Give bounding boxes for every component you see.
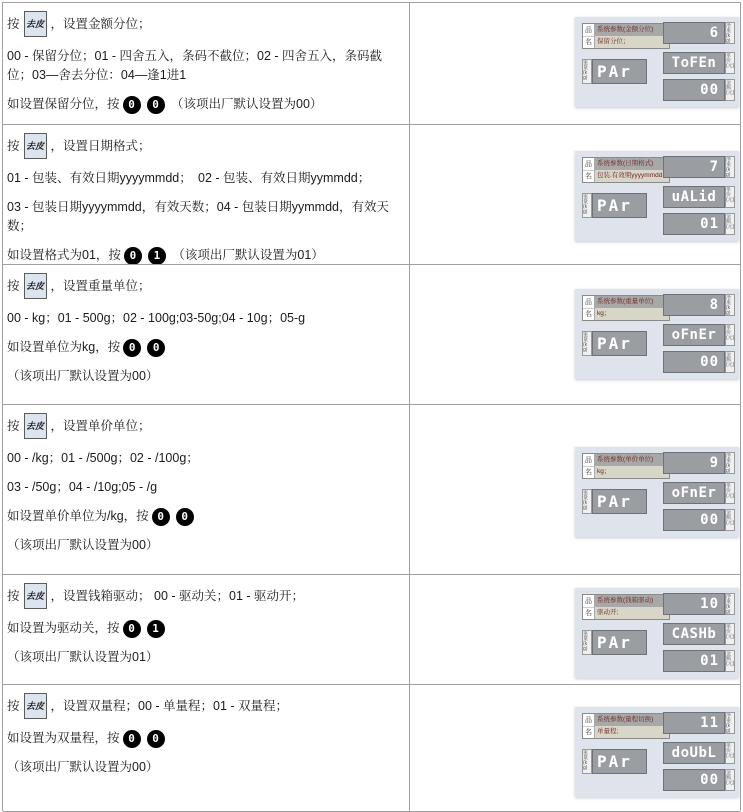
instruction-line bbox=[7, 246, 406, 264]
table-row bbox=[3, 685, 740, 812]
instruction-line bbox=[7, 583, 406, 609]
param-value-lcd-row bbox=[663, 351, 735, 373]
instruction-text: ，设置单价单位； bbox=[50, 418, 151, 433]
unit-price-side-label: 单价(元) bbox=[725, 482, 735, 504]
instruction-line bbox=[7, 47, 406, 85]
product-name-display bbox=[582, 594, 670, 620]
panel-param-title: 系统参数(钱箱驱动) bbox=[595, 595, 669, 607]
instruction-line bbox=[7, 648, 406, 667]
table-row bbox=[3, 405, 740, 575]
value-display-stack bbox=[663, 156, 735, 235]
value-display-stack bbox=[663, 452, 735, 531]
param-number-lcd-row bbox=[663, 294, 735, 316]
param-number-lcd-row bbox=[663, 452, 735, 474]
instruction-text: ，设置重量单位； bbox=[50, 278, 151, 293]
panel-param-title: 系统参数(单价单位) bbox=[595, 454, 669, 466]
total-price-side-label: 金额(元) bbox=[725, 509, 735, 531]
param-description bbox=[595, 595, 669, 619]
instruction-cell bbox=[3, 265, 410, 404]
name-column-label bbox=[583, 158, 595, 182]
param-value-lcd: 00 bbox=[663, 769, 725, 791]
param-number-lcd-row bbox=[663, 156, 735, 178]
total-price-side-label: 金额(元) bbox=[725, 213, 735, 235]
tare-side-label: 净重(kg) bbox=[725, 294, 735, 316]
product-name-display bbox=[582, 453, 670, 479]
param-value-lcd: 00 bbox=[663, 79, 725, 101]
param-number-lcd: 11 bbox=[663, 712, 725, 734]
param-value-lcd-row bbox=[663, 79, 735, 101]
scale-display-panel bbox=[575, 289, 739, 379]
digit-key-0: 0 bbox=[147, 96, 165, 114]
table-row bbox=[3, 3, 740, 125]
instruction-cell bbox=[3, 125, 410, 264]
unit-price-side-label: 单价(元) bbox=[725, 623, 735, 645]
instruction-text: 如设置单位为kg，按 bbox=[7, 340, 121, 354]
weight-display-group bbox=[582, 331, 647, 356]
param-value-lcd-row bbox=[663, 213, 735, 235]
unit-price-side-label: 单价(元) bbox=[725, 324, 735, 346]
instruction-text: 按 bbox=[7, 418, 20, 433]
digit-key-1: 1 bbox=[148, 247, 166, 265]
weight-side-label: 重量(kg) bbox=[582, 59, 592, 84]
panel-param-title: 系统参数(量程切换) bbox=[595, 714, 669, 726]
unit-price-side-label: 单价(元) bbox=[725, 742, 735, 764]
instruction-cell bbox=[3, 405, 410, 574]
param-number-lcd-row bbox=[663, 593, 735, 615]
instruction-line bbox=[7, 338, 406, 357]
instruction-text: （该项出厂默认设置为00） bbox=[7, 369, 159, 383]
instruction-line bbox=[7, 536, 406, 555]
param-name-lcd: oFnEr bbox=[663, 482, 725, 504]
weight-display-group bbox=[582, 59, 647, 84]
instruction-text: 01 - 包装、有效日期yyyymmdd； 02 - 包装、有效日期yymmdd； bbox=[7, 171, 371, 185]
instruction-line bbox=[7, 95, 406, 114]
instruction-line bbox=[7, 449, 406, 468]
instruction-text: 如设置保留分位，按 bbox=[7, 97, 120, 111]
instruction-text: 00 - 保留分位；01 - 四舍五入，条码不截位；02 - 四舍五入，条码截位；03—舍去分位：04—逢1进1 bbox=[7, 49, 383, 82]
digit-key-0: 0 bbox=[147, 730, 165, 748]
param-number-lcd-row bbox=[663, 712, 735, 734]
scale-display-panel bbox=[575, 447, 739, 537]
total-price-side-label: 金额(元) bbox=[725, 79, 735, 101]
instruction-line bbox=[7, 133, 406, 159]
instruction-line bbox=[7, 413, 406, 439]
display-cell bbox=[410, 405, 740, 574]
instruction-cell bbox=[3, 3, 410, 124]
instruction-cell bbox=[3, 575, 410, 684]
weight-display-lcd: PAr bbox=[592, 331, 647, 356]
total-price-side-label: 金额(元) bbox=[725, 769, 735, 791]
instruction-line bbox=[7, 478, 406, 497]
panel-param-subtitle: kg； bbox=[595, 466, 669, 478]
name-col-char-top: 品 bbox=[583, 296, 594, 309]
param-name-lcd-row bbox=[663, 186, 735, 208]
param-description bbox=[595, 24, 669, 48]
table-row bbox=[3, 265, 740, 405]
digit-key-0: 0 bbox=[124, 247, 142, 265]
panel-param-subtitle: 驱动开; bbox=[595, 607, 669, 619]
unit-price-side-label: 单价(元) bbox=[725, 52, 735, 74]
weight-display-lcd: PAr bbox=[592, 59, 647, 84]
instruction-line bbox=[7, 198, 406, 236]
tare-side-label: 净重(kg) bbox=[725, 593, 735, 615]
panel-param-subtitle: kg； bbox=[595, 308, 669, 320]
product-name-display bbox=[582, 713, 670, 739]
param-value-lcd-row bbox=[663, 509, 735, 531]
instruction-text: 按 bbox=[7, 16, 20, 31]
param-value-lcd: 01 bbox=[663, 650, 725, 672]
weight-display-group bbox=[582, 749, 647, 774]
digit-key-0: 0 bbox=[123, 339, 141, 357]
name-col-char-bottom: 名 bbox=[585, 469, 592, 477]
param-value-lcd-row bbox=[663, 650, 735, 672]
param-name-lcd: oFnEr bbox=[663, 324, 725, 346]
instruction-line bbox=[7, 507, 406, 526]
weight-display-lcd: PAr bbox=[592, 489, 647, 514]
instruction-text: 00 - /kg；01 - /500g；02 - /100g； bbox=[7, 451, 199, 465]
param-number-lcd: 8 bbox=[663, 294, 725, 316]
weight-display-lcd: PAr bbox=[592, 193, 647, 218]
scale-display-panel bbox=[575, 17, 739, 107]
digit-key-0: 0 bbox=[152, 508, 170, 526]
panel-param-title: 系统参数(金额分位) bbox=[595, 24, 669, 36]
tare-key-button: 去皮 bbox=[24, 583, 47, 609]
instruction-text: （该项出厂默认设置为00） bbox=[7, 538, 159, 552]
param-number-lcd: 9 bbox=[663, 452, 725, 474]
scale-display-panel bbox=[575, 151, 739, 241]
tare-key-button: 去皮 bbox=[24, 273, 47, 299]
param-description bbox=[595, 454, 669, 478]
instruction-text: 按 bbox=[7, 588, 20, 603]
instruction-text: 按 bbox=[7, 698, 20, 713]
instruction-text: （该项出厂默认设置为01） bbox=[7, 650, 159, 664]
param-description bbox=[595, 714, 669, 738]
panel-param-title: 系统参数(日期格式) bbox=[595, 158, 669, 170]
param-description bbox=[595, 296, 669, 320]
total-price-side-label: 金额(元) bbox=[725, 650, 735, 672]
panel-param-subtitle: 包装.有效期yyyymmdd bbox=[595, 170, 669, 182]
instruction-text: ，设置钱箱驱动； 00 - 驱动关；01 - 驱动开； bbox=[50, 588, 305, 603]
instruction-line bbox=[7, 729, 406, 748]
weight-display-group bbox=[582, 630, 647, 655]
product-name-display bbox=[582, 295, 670, 321]
name-col-char-top: 品 bbox=[583, 158, 594, 171]
instruction-text: 如设置为双量程，按 bbox=[7, 731, 120, 745]
panel-param-subtitle: 单量程; bbox=[595, 726, 669, 738]
instruction-text: 如设置格式为01，按 bbox=[7, 248, 121, 262]
table-row bbox=[3, 125, 740, 265]
instruction-text: 00 - kg；01 - 500g；02 - 100g;03-50g;04 - 10g；05-g bbox=[7, 311, 306, 325]
instruction-text: ，设置日期格式； bbox=[50, 138, 151, 153]
value-display-stack bbox=[663, 294, 735, 373]
param-name-lcd: uALid bbox=[663, 186, 725, 208]
instruction-line bbox=[7, 619, 406, 638]
name-column-label bbox=[583, 454, 595, 478]
instruction-text: 如设置为驱动关，按 bbox=[7, 621, 120, 635]
instruction-text: （该项出厂默认设置为00） bbox=[7, 760, 159, 774]
param-value-lcd: 00 bbox=[663, 509, 725, 531]
name-col-char-bottom: 名 bbox=[585, 610, 592, 618]
tare-side-label: 净重(kg) bbox=[725, 712, 735, 734]
tare-side-label: 净重(kg) bbox=[725, 156, 735, 178]
name-col-char-top: 品 bbox=[583, 714, 594, 727]
weight-side-label: 重量(kg) bbox=[582, 489, 592, 514]
weight-side-label: 重量(kg) bbox=[582, 749, 592, 774]
value-display-stack bbox=[663, 712, 735, 791]
weight-display-group bbox=[582, 193, 647, 218]
param-name-lcd-row bbox=[663, 482, 735, 504]
instruction-text: （该项出厂默认设置为00） bbox=[167, 97, 323, 111]
instruction-line bbox=[7, 273, 406, 299]
display-cell bbox=[410, 265, 740, 404]
instruction-line bbox=[7, 367, 406, 386]
instruction-line bbox=[7, 169, 406, 188]
name-col-char-bottom: 名 bbox=[585, 173, 592, 181]
tare-key-button: 去皮 bbox=[24, 693, 47, 719]
digit-key-0: 0 bbox=[176, 508, 194, 526]
instruction-text: 按 bbox=[7, 138, 20, 153]
value-display-stack bbox=[663, 593, 735, 672]
weight-side-label: 重量(kg) bbox=[582, 193, 592, 218]
instruction-text: （该项出厂默认设置为01） bbox=[168, 248, 324, 262]
digit-key-0: 0 bbox=[123, 96, 141, 114]
display-cell bbox=[410, 3, 740, 124]
param-value-lcd: 00 bbox=[663, 351, 725, 373]
param-number-lcd-row bbox=[663, 22, 735, 44]
name-col-char-bottom: 名 bbox=[585, 311, 592, 319]
name-column-label bbox=[583, 714, 595, 738]
instruction-text: 03 - /50g；04 - /10g;05 - /g bbox=[7, 480, 158, 494]
param-number-lcd: 6 bbox=[663, 22, 725, 44]
param-name-lcd: ToFEn bbox=[663, 52, 725, 74]
instruction-cell bbox=[3, 685, 410, 811]
param-name-lcd: CASHb bbox=[663, 623, 725, 645]
table-row bbox=[3, 575, 740, 685]
weight-side-label: 重量(kg) bbox=[582, 630, 592, 655]
weight-display-lcd: PAr bbox=[592, 749, 647, 774]
display-cell bbox=[410, 685, 740, 811]
instruction-line bbox=[7, 309, 406, 328]
instruction-line bbox=[7, 693, 406, 719]
instruction-line bbox=[7, 11, 406, 37]
unit-price-side-label: 单价(元) bbox=[725, 186, 735, 208]
weight-side-label: 重量(kg) bbox=[582, 331, 592, 356]
scale-display-panel bbox=[575, 707, 739, 797]
weight-display-lcd: PAr bbox=[592, 630, 647, 655]
instruction-text: 03 - 包装日期yyyymmdd，有效天数；04 - 包装日期yymmdd，有效天数； bbox=[7, 200, 389, 233]
name-column-label bbox=[583, 24, 595, 48]
scale-display-panel bbox=[575, 588, 739, 678]
param-number-lcd: 7 bbox=[663, 156, 725, 178]
tare-side-label: 净重(kg) bbox=[725, 22, 735, 44]
value-display-stack bbox=[663, 22, 735, 101]
instruction-text: ，设置双量程；00 - 单量程；01 - 双量程； bbox=[50, 698, 289, 713]
param-name-lcd-row bbox=[663, 324, 735, 346]
display-cell bbox=[410, 575, 740, 684]
tare-key-button: 去皮 bbox=[24, 11, 47, 37]
tare-key-button: 去皮 bbox=[24, 413, 47, 439]
total-price-side-label: 金额(元) bbox=[725, 351, 735, 373]
instruction-line bbox=[7, 758, 406, 777]
param-value-lcd: 01 bbox=[663, 213, 725, 235]
param-name-lcd-row bbox=[663, 742, 735, 764]
instruction-text: ，设置金额分位； bbox=[50, 16, 151, 31]
settings-table bbox=[2, 2, 741, 811]
panel-param-subtitle: 保留分位； bbox=[595, 36, 669, 48]
instruction-text: 如设置单价单位为/kg，按 bbox=[7, 509, 149, 523]
name-col-char-top: 品 bbox=[583, 24, 594, 37]
param-description bbox=[595, 158, 669, 182]
param-name-lcd-row bbox=[663, 623, 735, 645]
digit-key-0: 0 bbox=[123, 730, 141, 748]
param-number-lcd: 10 bbox=[663, 593, 725, 615]
name-col-char-bottom: 名 bbox=[585, 39, 592, 47]
instruction-text: 按 bbox=[7, 278, 20, 293]
digit-key-0: 0 bbox=[147, 339, 165, 357]
param-value-lcd-row bbox=[663, 769, 735, 791]
product-name-display bbox=[582, 23, 670, 49]
tare-key-button: 去皮 bbox=[24, 133, 47, 159]
name-column-label bbox=[583, 595, 595, 619]
panel-param-title: 系统参数(重量单位) bbox=[595, 296, 669, 308]
name-col-char-bottom: 名 bbox=[585, 729, 592, 737]
tare-side-label: 净重(kg) bbox=[725, 452, 735, 474]
product-name-display bbox=[582, 157, 670, 183]
weight-display-group bbox=[582, 489, 647, 514]
param-name-lcd-row bbox=[663, 52, 735, 74]
name-col-char-top: 品 bbox=[583, 595, 594, 608]
name-col-char-top: 品 bbox=[583, 454, 594, 467]
display-cell bbox=[410, 125, 740, 264]
digit-key-0: 0 bbox=[123, 620, 141, 638]
param-name-lcd: doUbL bbox=[663, 742, 725, 764]
digit-key-1: 1 bbox=[147, 620, 165, 638]
name-column-label bbox=[583, 296, 595, 320]
